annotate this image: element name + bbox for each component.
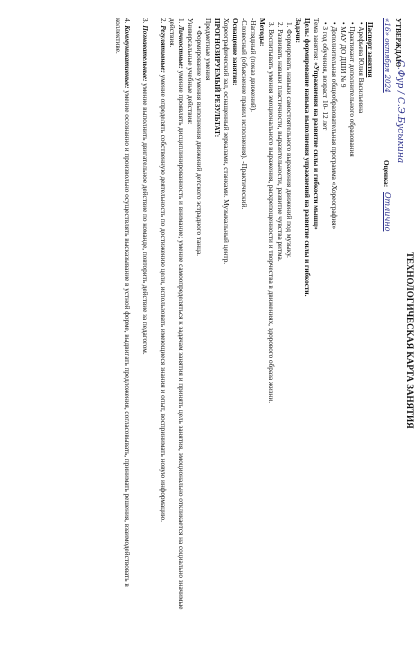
goal-line: Цель: формирование навыка выполнения упражнений на развитие силы и гибкости. xyxy=(303,18,311,297)
method-2: -Словесный (объяснение правил исполнения). -Практический. xyxy=(240,18,248,210)
subject-skills-label: Предметные умения xyxy=(204,18,212,81)
equipment-heading: Оснащение занятия: xyxy=(231,18,239,86)
grade-label: Оценка: xyxy=(382,160,390,188)
passport-line-3: • МАУ ДО ДШИ № 9 xyxy=(339,22,347,88)
uud-4: 4. Коммуникативные: умение осознанно и произвольно осуществлять высказывание в устной форме, выдвигать предложения, согласовывать, принимать решения, взаимодействовать в коллективе. xyxy=(113,18,131,587)
document-title: ТЕХНОЛОГИЧЕСКАЯ КАРТА ЗАНЯТИЯ xyxy=(405,252,415,429)
tasks-heading: Задачи: xyxy=(294,18,302,43)
section-passport: Паспорт занятия xyxy=(366,22,374,78)
uud-3: 3. Познавательные: умение выполнить двигательное действие по команде, повторить действие за педагогом. xyxy=(141,18,149,355)
subject-skill-1: • Формирование умения выполнения движений детского эстрадного танца. xyxy=(195,26,203,256)
uud-1: 1. Личностные: умение проявлять дисциплинированность и внимание; умение самоопределяться к задачам занятия и принять цель занятия, эмоционально откликается на социально значимые действия. xyxy=(167,18,185,610)
approval-label: УТВЕРЖДАЮ xyxy=(394,18,402,68)
task-2: 2. Развивать навыки пластичности, выразительности, развитие чувства ритма. xyxy=(276,22,284,262)
equipment-text: Хореографический зал, оснащенный зеркалами, станками. Музыкальный центр. xyxy=(222,18,230,265)
topic-line: Тема занятия: «Упражнения на развитие силы и гибкости мышц» xyxy=(312,18,320,230)
passport-line-4: • Дополнительная общеобразовательная программа «Хореография» xyxy=(330,22,338,230)
universal-actions-label: Универсальные учебные действия: xyxy=(186,18,194,125)
approval-date: «16» октября 2024 xyxy=(383,18,392,93)
result-heading: ПРОГНОЗИРУЕМЫЙ РЕЗУЛЬТАТ: xyxy=(213,18,221,138)
task-3: 3. Воспитывать умения эмоционального выражения, раскрепощенности и творчества в движениях, здорового образа жизни. xyxy=(267,22,275,404)
passport-line-5: • 3 год обучения, возраст 10- 12 лет xyxy=(321,22,329,131)
task-1: 1. Формировать навыки самостоятельного выражения движений под музыку. xyxy=(285,22,293,258)
passport-line-1: • Арефьева Юлия Васильевна xyxy=(357,22,365,114)
methods-heading: Методы: xyxy=(258,18,266,47)
approval-signature: С.Фур / С.Э.Бусыкина xyxy=(395,60,405,164)
method-1: -Наглядный (показ движений). xyxy=(249,18,257,112)
uud-2: 2. Регулятивные: умение определять собственную деятельность по достижению цели, использовать имеющиеся знания и опыт, воспринимать новую информацию. xyxy=(159,18,167,522)
passport-line-2: • Практикант дополнительного образования xyxy=(348,22,356,157)
grade-value: Отлично xyxy=(383,192,392,232)
